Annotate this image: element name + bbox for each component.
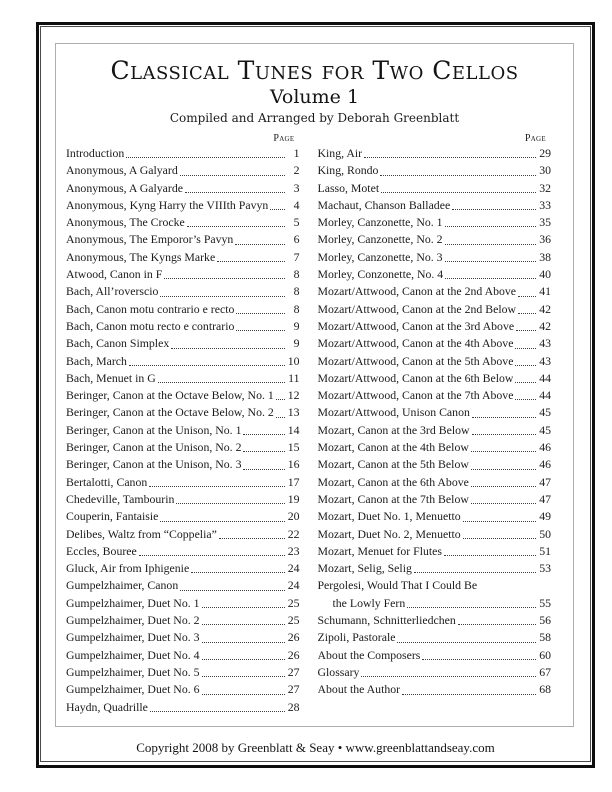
toc-entry — [66, 197, 300, 214]
dot-leader — [202, 612, 285, 625]
toc-entry-page: 10 — [287, 353, 300, 368]
toc-entry-title: Gumpelzhaimer, Duet No. 5 — [66, 664, 200, 679]
toc-entry — [66, 647, 300, 664]
toc-entry — [318, 439, 552, 456]
dot-leader — [150, 699, 285, 712]
toc-entry — [66, 612, 300, 629]
toc-entry — [318, 404, 552, 421]
dot-leader — [202, 681, 285, 694]
dot-leader — [515, 387, 536, 400]
toc-entry — [66, 577, 300, 594]
toc-entry — [318, 162, 552, 179]
toc-entry-title: Delibes, Waltz from “Coppelia” — [66, 526, 217, 541]
dot-leader — [160, 283, 284, 296]
dot-leader — [270, 197, 284, 210]
page-column-header-right: Page — [524, 133, 546, 144]
toc-entry-page: 45 — [539, 405, 551, 420]
toc-entry-title: Mozart, Menuet for Flutes — [317, 543, 442, 558]
toc-entry-title: Eccles, Bouree — [66, 543, 137, 558]
toc-entry-page: 7 — [293, 249, 300, 264]
dot-leader — [129, 353, 285, 366]
dot-leader — [445, 266, 536, 279]
dot-leader — [414, 560, 536, 573]
toc-entry-title: Bach, March — [66, 353, 127, 368]
toc-entry-page: 44 — [539, 370, 551, 385]
toc-entry-page: 28 — [287, 699, 300, 714]
toc-entry — [318, 197, 552, 214]
toc-entry-page: 23 — [287, 543, 300, 558]
dot-leader — [139, 543, 285, 556]
toc-entry-title: Beringer, Canon at the Octave Below, No. 2 — [66, 405, 274, 420]
dot-leader — [236, 301, 284, 314]
dot-leader — [463, 526, 536, 539]
dot-leader — [518, 283, 536, 296]
dot-leader — [202, 647, 285, 660]
toc-entry — [66, 335, 300, 352]
dot-leader — [472, 422, 536, 435]
toc-entry-page: 45 — [539, 422, 551, 437]
toc-entry-page: 26 — [287, 647, 300, 662]
dot-leader — [445, 231, 536, 244]
toc-entry-title: Lasso, Motet — [317, 180, 380, 195]
dot-leader — [191, 560, 284, 573]
toc-entry-page: 1 — [293, 146, 300, 160]
toc-entry-page: 51 — [539, 543, 551, 558]
decorative-outer-frame — [36, 22, 595, 768]
toc-entry — [318, 647, 552, 664]
toc-entry — [318, 629, 552, 646]
dot-leader — [243, 439, 284, 452]
toc-entry — [318, 474, 552, 491]
dot-leader — [452, 197, 536, 210]
toc-entry-title: Anonymous, The Crocke — [66, 215, 185, 230]
dot-leader — [422, 647, 536, 660]
toc-entry — [318, 526, 552, 543]
toc-entry — [318, 249, 552, 266]
toc-entry-page: 46 — [539, 440, 551, 455]
toc-entry — [66, 180, 300, 197]
dot-leader — [364, 145, 536, 158]
toc-entry — [66, 439, 300, 456]
toc-entry — [66, 681, 300, 698]
toc-entry — [318, 231, 552, 248]
dot-leader — [381, 180, 536, 193]
toc-entry-page: 22 — [287, 526, 300, 541]
dot-leader — [149, 474, 284, 487]
toc-entry-title: Zipoli, Pastorale — [317, 630, 396, 645]
table-of-contents-box — [55, 43, 574, 727]
toc-entry-page: 43 — [539, 353, 551, 368]
toc-entry-page: 11 — [288, 370, 300, 385]
toc-entry-page: 60 — [539, 647, 551, 662]
toc-entry-page: 16 — [287, 457, 300, 472]
toc-entry-page: 36 — [539, 232, 551, 247]
toc-entry — [318, 370, 552, 387]
dot-leader — [471, 491, 536, 504]
toc-entry-title: Mozart/Attwood, Canon at the 2nd Above — [317, 284, 517, 299]
dot-leader — [445, 214, 536, 227]
dot-leader — [515, 335, 536, 348]
toc-entry-title: Mozart, Duet No. 1, Menuetto — [317, 509, 461, 524]
toc-entry — [66, 560, 300, 577]
toc-entry-page: 42 — [539, 318, 551, 333]
dot-leader — [472, 404, 536, 417]
toc-entry-page: 5 — [293, 215, 300, 230]
toc-entry-page: 9 — [293, 318, 300, 333]
toc-entry-page: 47 — [539, 491, 551, 506]
toc-entry — [318, 335, 552, 352]
dot-leader — [402, 681, 536, 694]
toc-entry-title: Mozart, Canon at the 7th Below — [317, 491, 469, 506]
toc-entry-page: 29 — [539, 146, 551, 160]
toc-entry-title: Morley, Canzonette, No. 3 — [317, 249, 443, 264]
toc-entry — [66, 404, 300, 421]
toc-entry-title: King, Rondo — [317, 163, 379, 178]
toc-entry-title: Gumpelzhaimer, Duet No. 1 — [66, 595, 200, 610]
toc-entry-page: 43 — [539, 336, 551, 351]
toc-entry — [66, 474, 300, 491]
toc-entry-title: Mozart/Attwood, Unison Canon — [317, 405, 470, 420]
toc-entry-page: 20 — [287, 509, 300, 524]
toc-entry-page: 33 — [539, 197, 551, 212]
toc-entry — [318, 180, 552, 197]
toc-entry-title: Anonymous, A Galyard — [66, 163, 178, 178]
toc-entry-page: 3 — [293, 180, 300, 195]
toc-entry-page: 14 — [287, 422, 300, 437]
toc-entry-title: Gumpelzhaimer, Canon — [66, 578, 179, 593]
dot-leader — [164, 266, 284, 279]
toc-entry — [66, 231, 300, 248]
toc-entry-page: 26 — [287, 630, 300, 645]
toc-entry — [318, 560, 552, 577]
dot-leader — [407, 595, 536, 608]
toc-entry-title: Morley, Canzonette, No. 1 — [317, 215, 443, 230]
toc-entry — [318, 508, 552, 525]
toc-entry-page: 17 — [287, 474, 300, 489]
toc-entry — [318, 577, 552, 594]
toc-entry-page: 2 — [293, 163, 300, 178]
toc-entry-title: Pergolesi, Would That I Could Be — [317, 578, 478, 593]
toc-entry-title: Gumpelzhaimer, Duet No. 3 — [66, 630, 200, 645]
toc-entry — [66, 456, 300, 473]
toc-entry-title: Mozart, Canon at the 5th Below — [317, 457, 469, 472]
toc-entry-title: Atwood, Canon in F — [66, 267, 163, 282]
toc-right-column — [318, 132, 552, 716]
dot-leader — [158, 370, 285, 383]
dot-leader — [243, 456, 284, 469]
toc-entry-title: Bach, Menuet in G — [66, 370, 156, 385]
dot-leader — [185, 180, 285, 193]
toc-entry-title: Morley, Canzonette, No. 2 — [317, 232, 443, 247]
toc-entry — [66, 543, 300, 560]
toc-entry-title: Mozart, Selig, Selig — [317, 561, 412, 576]
toc-entry-title: Mozart, Canon at the 4th Below — [317, 440, 469, 455]
toc-entry — [318, 456, 552, 473]
toc-entry — [318, 301, 552, 318]
toc-entry — [66, 491, 300, 508]
toc-entry — [318, 422, 552, 439]
toc-entry-page: 27 — [287, 664, 300, 679]
dot-leader — [219, 526, 285, 539]
toc-entry-page: 30 — [539, 163, 551, 178]
dot-leader — [202, 629, 285, 642]
toc-entry — [66, 387, 300, 404]
toc-entry-page: 56 — [539, 613, 551, 628]
dot-leader — [397, 629, 536, 642]
toc-entry-page: 19 — [287, 491, 300, 506]
toc-entry — [66, 508, 300, 525]
toc-entry — [66, 370, 300, 387]
toc-entry-page: 24 — [287, 561, 300, 576]
toc-entry-page: 32 — [539, 180, 551, 195]
toc-entry-title: Mozart, Canon at the 6th Above — [317, 474, 469, 489]
toc-entry — [318, 595, 552, 612]
toc-entry-page: 25 — [287, 613, 300, 628]
dot-leader — [276, 404, 285, 417]
toc-entry-page: 42 — [539, 301, 551, 316]
toc-entry-page: 55 — [539, 595, 551, 610]
toc-entry — [318, 353, 552, 370]
toc-entry-title: Mozart/Attwood, Canon at the 3rd Above — [317, 318, 515, 333]
dot-leader — [444, 543, 536, 556]
toc-entry-title: Bach, Canon Simplex — [66, 336, 170, 351]
toc-entry-page: 8 — [293, 267, 300, 282]
toc-entry-page: 53 — [539, 561, 551, 576]
dot-leader — [180, 162, 285, 175]
toc-entry-title: Introduction — [66, 146, 125, 160]
toc-entry-page: 35 — [539, 215, 551, 230]
toc-entry-title: Beringer, Canon at the Octave Below, No. 1 — [66, 388, 274, 403]
toc-right-list — [318, 145, 552, 699]
dot-leader — [445, 249, 536, 262]
toc-entry-title: Bach, Canon motu contrario e recto — [66, 301, 235, 316]
copyright-line: Copyright 2008 by Greenblatt & Seay • www.greenblattandseay.com — [136, 740, 495, 755]
toc-entry-title: Haydn, Quadrille — [66, 699, 148, 714]
toc-entry — [66, 422, 300, 439]
toc-entry-page: 47 — [539, 474, 551, 489]
toc-entry-page: 13 — [287, 405, 300, 420]
toc-entry-page: 6 — [293, 232, 300, 247]
dot-leader — [171, 335, 284, 348]
toc-entry-page: 50 — [539, 526, 551, 541]
dot-leader — [176, 491, 284, 504]
toc-entry — [66, 318, 300, 335]
dot-leader — [243, 422, 284, 435]
dot-leader — [202, 595, 285, 608]
toc-entry-page: 44 — [539, 388, 551, 403]
toc-entry-page: 46 — [539, 457, 551, 472]
dot-leader — [126, 145, 284, 158]
dot-leader — [471, 439, 536, 452]
table-of-contents — [56, 132, 573, 716]
toc-entry-title: Mozart/Attwood, Canon at the 5th Above — [317, 353, 514, 368]
toc-entry-page: 24 — [287, 578, 300, 593]
toc-entry-title: Anonymous, A Galyarde — [66, 180, 183, 195]
toc-entry — [66, 249, 300, 266]
dot-leader — [515, 353, 536, 366]
dot-leader — [236, 318, 284, 331]
toc-entry-page: 25 — [287, 595, 300, 610]
dot-leader — [361, 664, 536, 677]
toc-entry — [318, 543, 552, 560]
toc-entry — [66, 526, 300, 543]
dot-leader — [516, 318, 536, 331]
toc-entry-title: Mozart/Attwood, Canon at the 7th Above — [317, 388, 514, 403]
toc-entry-page: 8 — [293, 284, 300, 299]
dot-leader — [471, 456, 536, 469]
toc-left-column — [66, 132, 300, 716]
toc-entry-title: Machaut, Chanson Balladee — [317, 197, 451, 212]
dot-leader — [160, 508, 284, 521]
toc-entry-page: 27 — [287, 682, 300, 697]
decorative-inner-frame — [40, 26, 591, 762]
dot-leader — [515, 370, 536, 383]
toc-entry-page: 67 — [539, 664, 551, 679]
toc-entry — [66, 283, 300, 300]
toc-entry-title: Bach, All’roverscio — [66, 284, 159, 299]
byline: Compiled and Arranged by Deborah Greenblatt — [169, 111, 460, 125]
toc-entry-page: 15 — [287, 440, 300, 455]
toc-entry — [318, 664, 552, 681]
toc-entry-title: Anonymous, The Kyngs Marke — [66, 249, 216, 264]
toc-entry — [318, 387, 552, 404]
page-column-header-left: Page — [273, 133, 295, 144]
toc-entry — [318, 283, 552, 300]
toc-entry-title: Bach, Canon motu recto e contrario — [66, 318, 235, 333]
volume-title: Volume 1 — [269, 86, 360, 108]
toc-entry-title: About the Composers — [317, 647, 421, 662]
toc-entry-page: 58 — [539, 630, 551, 645]
toc-entry-page: 9 — [293, 336, 300, 351]
toc-entry-page: 38 — [539, 249, 551, 264]
toc-entry-page: 68 — [539, 682, 551, 697]
toc-entry — [66, 664, 300, 681]
toc-entry-title: Gumpelzhaimer, Duet No. 4 — [66, 647, 200, 662]
dot-leader — [235, 231, 284, 244]
toc-entry-title: Gluck, Air from Iphigenie — [66, 561, 190, 576]
toc-entry-title: About the Author — [317, 682, 401, 697]
dot-leader — [180, 577, 284, 590]
toc-entry — [66, 214, 300, 231]
dot-leader — [463, 508, 536, 521]
toc-entry-title: Mozart/Attwood, Canon at the 2nd Below — [317, 301, 517, 316]
toc-entry-title: Mozart/Attwood, Canon at the 6th Below — [317, 370, 514, 385]
toc-entry-title: Beringer, Canon at the Unison, No. 3 — [66, 457, 242, 472]
dot-leader — [518, 301, 536, 314]
toc-entry — [66, 162, 300, 179]
toc-entry — [318, 681, 552, 698]
toc-entry-title: Glossary — [317, 664, 360, 679]
toc-left-list — [66, 145, 300, 716]
toc-entry-title: Schumann, Schnitterliedchen — [317, 613, 456, 628]
toc-entry — [318, 318, 552, 335]
book-title: Classical Tunes for Two Cellos — [110, 56, 519, 85]
toc-entry — [318, 214, 552, 231]
toc-entry-title: Couperin, Fantaisie — [66, 509, 159, 524]
toc-entry — [318, 145, 552, 162]
toc-entry-page: 4 — [293, 197, 300, 212]
dot-leader — [187, 214, 285, 227]
toc-entry-page: 49 — [539, 509, 551, 524]
dot-leader — [471, 474, 536, 487]
toc-entry-title: Gumpelzhaimer, Duet No. 6 — [66, 682, 200, 697]
toc-entry — [66, 301, 300, 318]
dot-leader — [217, 249, 284, 262]
toc-entry — [318, 266, 552, 283]
toc-entry-title: Beringer, Canon at the Unison, No. 2 — [66, 440, 242, 455]
toc-entry — [318, 491, 552, 508]
toc-entry-page: 41 — [539, 284, 551, 299]
toc-entry-page: 8 — [293, 301, 300, 316]
toc-entry-title: Gumpelzhaimer, Duet No. 2 — [66, 613, 200, 628]
toc-entry — [66, 266, 300, 283]
toc-entry-title: King, Air — [317, 146, 363, 160]
toc-entry-page: 12 — [287, 388, 300, 403]
toc-entry-title: Beringer, Canon at the Unison, No. 1 — [66, 422, 242, 437]
dot-leader — [458, 612, 536, 625]
toc-entry — [66, 353, 300, 370]
dot-leader — [380, 162, 536, 175]
toc-entry-title: Mozart, Duet No. 2, Menuetto — [317, 526, 461, 541]
toc-entry — [318, 612, 552, 629]
toc-entry-title: Anonymous, Kyng Harry the VIIIth Pavyn — [66, 197, 269, 212]
toc-entry-title: the Lowly Fern — [332, 595, 406, 610]
toc-entry — [66, 145, 300, 162]
toc-entry-page: 40 — [539, 267, 551, 282]
toc-entry — [66, 629, 300, 646]
toc-entry — [66, 595, 300, 612]
dot-leader — [202, 664, 285, 677]
toc-entry-title: Mozart, Canon at the 3rd Below — [317, 422, 470, 437]
toc-entry-title: Chedeville, Tambourin — [66, 491, 175, 506]
toc-entry-title: Bertalotti, Canon — [66, 474, 148, 489]
toc-entry-title: Morley, Conzonette, No. 4 — [317, 267, 444, 282]
toc-entry-title: Anonymous, The Emporor’s Pavyn — [66, 232, 234, 247]
toc-entry — [66, 699, 300, 716]
toc-entry-title: Mozart/Attwood, Canon at the 4th Above — [317, 336, 514, 351]
dot-leader — [276, 387, 285, 400]
